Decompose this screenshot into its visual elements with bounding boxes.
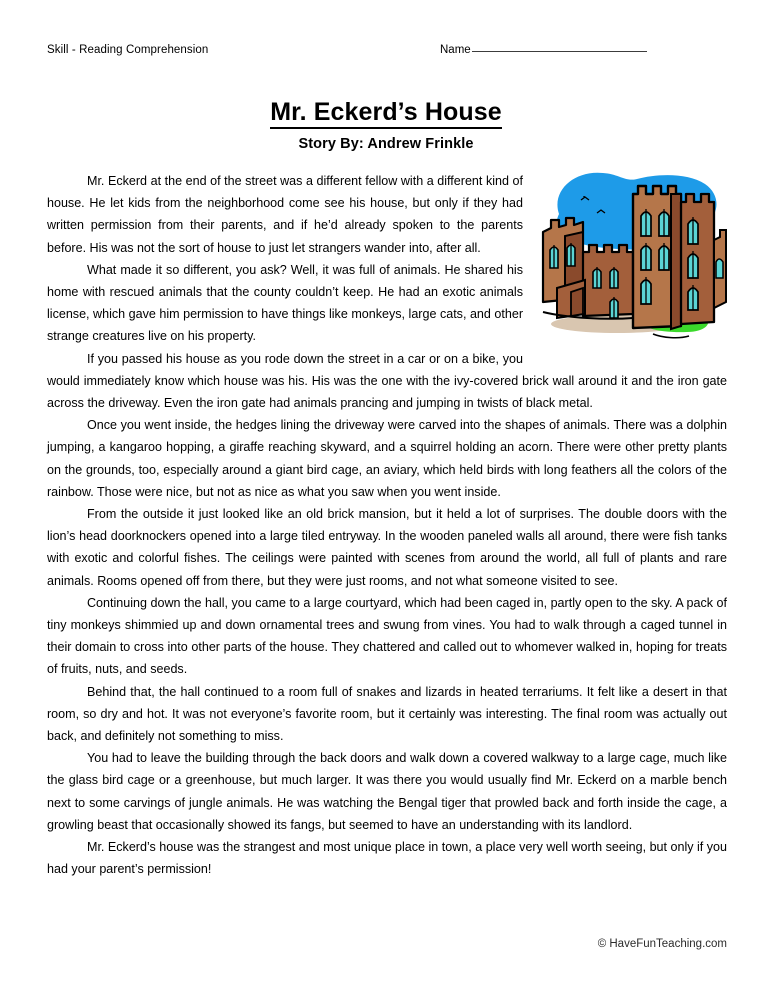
- page-subtitle: Story By: Andrew Frinkle: [298, 136, 474, 152]
- story-paragraph: If you passed his house as you rode down the street in a car or on a bike, you would immediately know which house was his. His was the one with the ivy-covered brick wall around it and the iron gate across the driveway. Even the iron gate had animals prancing and jumping in twists of black metal.: [47, 351, 727, 411]
- story-paragraph: Behind that, the hall continued to a room full of snakes and lizards in heated terrariums. It felt like a desert in that room, so dry and hot. It was not everyone’s favorite room, but it certainly was interesting. The final room was actually out back, and definitely not something to miss.: [47, 684, 727, 744]
- story-paragraph: Mr. Eckerd at the end of the street was a different fellow with a different kind of house. He let kids from the neighborhood come see his house, but only if they had written permission from their parents, and if he’d already spoken to the parents before. His was not the sort of house to just let strangers wander into, after all.: [47, 174, 523, 255]
- story-paragraph: Mr. Eckerd’s house was the strangest and most unique place in town, a place very well worth seeing, but only if you had your parent’s permission!: [47, 840, 728, 877]
- title-block: [0, 98, 772, 152]
- page-title: Mr. Eckerd’s House: [270, 98, 502, 129]
- story-paragraph: What made it so different, you ask? Well, it was full of animals. He shared his home with rescued animals that the county couldn’t keep. He had an exotic animals license, which gave him permission to have things like monkeys, large cats, and other strange creatures live on his property.: [47, 262, 523, 344]
- footer-copyright: © HaveFunTeaching.com: [597, 938, 727, 950]
- story-body: [47, 170, 727, 881]
- story-paragraph: Continuing down the hall, you came to a large courtyard, which had been caged in, partly open to the sky. A pack of tiny monkeys shimmied up and down ornamental trees and swung from vines. You had to walk through a caged tunnel in their domain to cross into other parts of the house. They chattered and called out to whomever walked in, hoping for treats of fruits, nuts, and seeds.: [47, 595, 727, 677]
- skill-label: Skill - Reading Comprehension: [47, 44, 209, 56]
- story-paragraph: From the outside it just looked like an old brick mansion, but it held a lot of surprises. The double doors with the lion’s head doorknockers opened into a large tiled entryway. In the wooden paneled walls all around, there were fish tanks with exotic and colorful fishes. The ceilings were painted with scenes from around the world, all full of plants and rare animals. Rooms opened off from there, but they were just rooms, and not what someone visited to see.: [47, 507, 727, 588]
- castle-mansion-illustration: [537, 166, 727, 346]
- name-field-group: [440, 44, 647, 56]
- page-header: [47, 44, 727, 66]
- castle-mansion-icon: [537, 166, 727, 346]
- name-label: Name: [440, 44, 471, 56]
- story-paragraph: You had to leave the building through the back doors and walk down a covered walkway to a large cage, much like the glass bird cage or a greenhouse, but much larger. It was there you would usually find Mr. Eckerd on a marble bench next to some carvings of jungle animals. He was watching the Bengal tiger that prowled back and forth inside the cage, a growling beast that occasionally showed its fangs, but seemed to have an understanding with its landlord.: [47, 751, 727, 832]
- story-paragraph: Once you went inside, the hedges lining the driveway were carved into the shapes of animals. There was a dolphin jumping, a kangaroo hopping, a giraffe reaching skyward, and a squirrel holding an acorn. There were other pretty plants on the grounds, too, especially around a giant bird cage, an aviary, which held birds with long feathers all the colors of the rainbow. Those were nice, but not as nice as what you saw when you went inside.: [47, 418, 727, 499]
- name-input-line[interactable]: [472, 51, 647, 52]
